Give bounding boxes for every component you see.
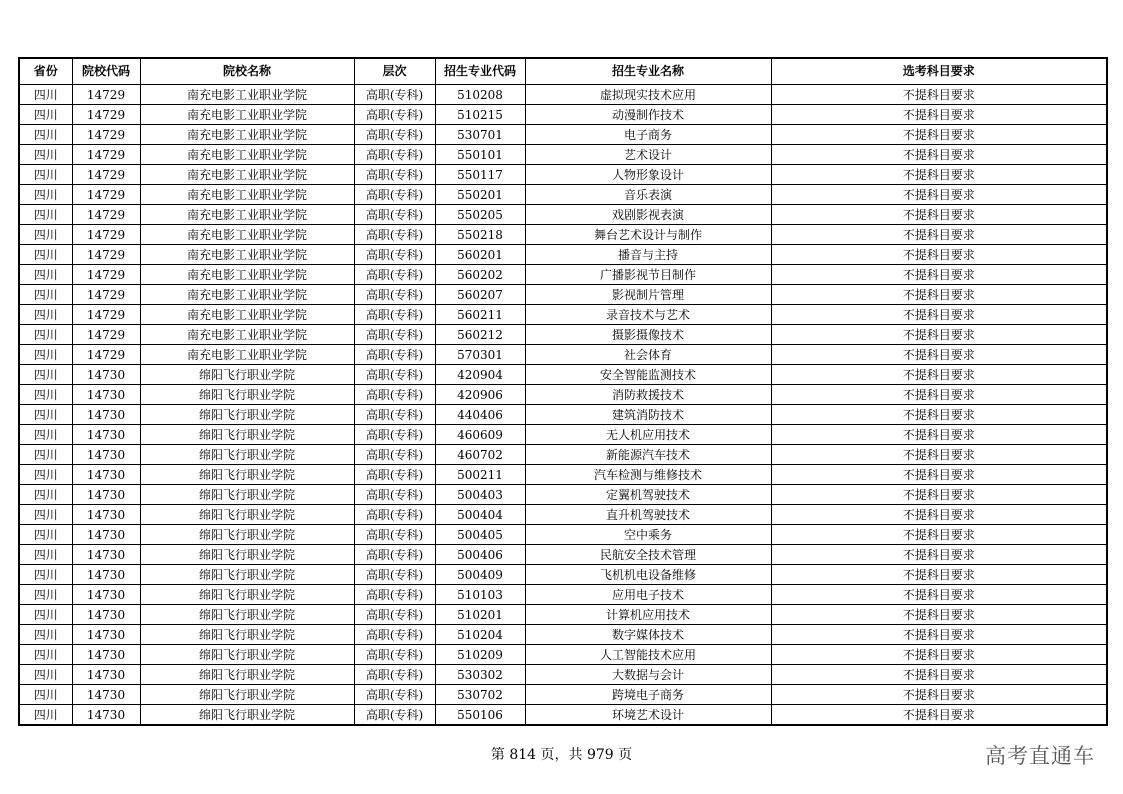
cell-major-code: 560207: [435, 285, 525, 305]
cell-province: 四川: [19, 345, 72, 365]
cell-level: 高职(专科): [354, 125, 435, 145]
cell-major-name: 舞台艺术设计与制作: [525, 225, 771, 245]
table-row: [19, 425, 1107, 445]
cell-school-code: 14729: [72, 345, 140, 365]
cell-province: 四川: [19, 385, 72, 405]
table-row: [19, 165, 1107, 185]
cell-province: 四川: [19, 165, 72, 185]
table-row: [19, 85, 1107, 105]
cell-major-code: 530701: [435, 125, 525, 145]
cell-major-name: 环境艺术设计: [525, 705, 771, 726]
cell-major-name: 播音与主持: [525, 245, 771, 265]
admission-table: [18, 57, 1108, 726]
cell-province: 四川: [19, 485, 72, 505]
cell-school-code: 14730: [72, 425, 140, 445]
cell-school-name: 南充电影工业职业学院: [140, 165, 354, 185]
cell-major-name: 数字媒体技术: [525, 625, 771, 645]
cell-major-name: 汽车检测与维修技术: [525, 465, 771, 485]
cell-school-code: 14729: [72, 165, 140, 185]
cell-major-code: 510204: [435, 625, 525, 645]
cell-subject-requirement: 不提科目要求: [771, 645, 1107, 665]
cell-school-code: 14730: [72, 645, 140, 665]
cell-level: 高职(专科): [354, 485, 435, 505]
cell-school-name: 南充电影工业职业学院: [140, 325, 354, 345]
table-row: [19, 625, 1107, 645]
cell-subject-requirement: 不提科目要求: [771, 225, 1107, 245]
cell-school-name: 绵阳飞行职业学院: [140, 705, 354, 726]
cell-province: 四川: [19, 545, 72, 565]
cell-major-name: 安全智能监测技术: [525, 365, 771, 385]
cell-major-name: 戏剧影视表演: [525, 205, 771, 225]
cell-province: 四川: [19, 465, 72, 485]
cell-school-name: 南充电影工业职业学院: [140, 185, 354, 205]
cell-school-code: 14729: [72, 205, 140, 225]
table-row: [19, 645, 1107, 665]
cell-school-name: 南充电影工业职业学院: [140, 145, 354, 165]
table-row: [19, 365, 1107, 385]
cell-level: 高职(专科): [354, 505, 435, 525]
cell-major-name: 大数据与会计: [525, 665, 771, 685]
cell-school-name: 绵阳飞行职业学院: [140, 645, 354, 665]
table-row: [19, 325, 1107, 345]
cell-major-code: 510215: [435, 105, 525, 125]
cell-province: 四川: [19, 85, 72, 105]
cell-school-code: 14730: [72, 585, 140, 605]
cell-major-code: 500406: [435, 545, 525, 565]
cell-school-name: 南充电影工业职业学院: [140, 225, 354, 245]
cell-school-code: 14730: [72, 525, 140, 545]
table-row: [19, 105, 1107, 125]
cell-school-name: 绵阳飞行职业学院: [140, 465, 354, 485]
cell-major-code: 550117: [435, 165, 525, 185]
cell-major-name: 飞机机电设备维修: [525, 565, 771, 585]
cell-level: 高职(专科): [354, 85, 435, 105]
cell-school-name: 绵阳飞行职业学院: [140, 505, 354, 525]
cell-school-code: 14730: [72, 385, 140, 405]
cell-province: 四川: [19, 645, 72, 665]
header-province: 省份: [19, 58, 72, 85]
cell-major-code: 500405: [435, 525, 525, 545]
cell-school-code: 14730: [72, 545, 140, 565]
cell-level: 高职(专科): [354, 325, 435, 345]
cell-major-code: 500403: [435, 485, 525, 505]
cell-level: 高职(专科): [354, 385, 435, 405]
cell-major-name: 人物形象设计: [525, 165, 771, 185]
cell-major-name: 新能源汽车技术: [525, 445, 771, 465]
cell-major-code: 510209: [435, 645, 525, 665]
cell-major-name: 动漫制作技术: [525, 105, 771, 125]
cell-school-name: 绵阳飞行职业学院: [140, 425, 354, 445]
table-row: [19, 385, 1107, 405]
cell-school-code: 14730: [72, 465, 140, 485]
cell-province: 四川: [19, 145, 72, 165]
cell-school-name: 南充电影工业职业学院: [140, 105, 354, 125]
cell-subject-requirement: 不提科目要求: [771, 505, 1107, 525]
cell-school-code: 14729: [72, 305, 140, 325]
cell-school-name: 绵阳飞行职业学院: [140, 625, 354, 645]
table-row: [19, 245, 1107, 265]
cell-level: 高职(专科): [354, 265, 435, 285]
table-row: [19, 565, 1107, 585]
cell-major-code: 420904: [435, 365, 525, 385]
cell-province: 四川: [19, 665, 72, 685]
cell-school-code: 14730: [72, 625, 140, 645]
cell-level: 高职(专科): [354, 165, 435, 185]
cell-school-name: 绵阳飞行职业学院: [140, 365, 354, 385]
header-school-code: 院校代码: [72, 58, 140, 85]
cell-subject-requirement: 不提科目要求: [771, 365, 1107, 385]
cell-major-code: 510201: [435, 605, 525, 625]
cell-level: 高职(专科): [354, 205, 435, 225]
cell-school-name: 绵阳飞行职业学院: [140, 485, 354, 505]
cell-subject-requirement: 不提科目要求: [771, 585, 1107, 605]
cell-subject-requirement: 不提科目要求: [771, 185, 1107, 205]
table-row: [19, 505, 1107, 525]
cell-level: 高职(专科): [354, 405, 435, 425]
cell-level: 高职(专科): [354, 345, 435, 365]
cell-major-code: 530302: [435, 665, 525, 685]
cell-province: 四川: [19, 285, 72, 305]
cell-subject-requirement: 不提科目要求: [771, 545, 1107, 565]
cell-subject-requirement: 不提科目要求: [771, 685, 1107, 705]
cell-major-name: 影视制片管理: [525, 285, 771, 305]
cell-school-code: 14730: [72, 705, 140, 726]
cell-major-name: 应用电子技术: [525, 585, 771, 605]
cell-major-code: 550106: [435, 705, 525, 726]
cell-level: 高职(专科): [354, 585, 435, 605]
cell-level: 高职(专科): [354, 305, 435, 325]
cell-province: 四川: [19, 425, 72, 445]
cell-school-code: 14729: [72, 125, 140, 145]
cell-subject-requirement: 不提科目要求: [771, 705, 1107, 726]
cell-level: 高职(专科): [354, 285, 435, 305]
cell-level: 高职(专科): [354, 445, 435, 465]
cell-school-name: 南充电影工业职业学院: [140, 245, 354, 265]
cell-subject-requirement: 不提科目要求: [771, 145, 1107, 165]
cell-subject-requirement: 不提科目要求: [771, 485, 1107, 505]
cell-school-code: 14730: [72, 685, 140, 705]
cell-subject-requirement: 不提科目要求: [771, 445, 1107, 465]
cell-school-name: 绵阳飞行职业学院: [140, 585, 354, 605]
cell-school-name: 绵阳飞行职业学院: [140, 525, 354, 545]
cell-level: 高职(专科): [354, 425, 435, 445]
cell-major-name: 音乐表演: [525, 185, 771, 205]
cell-major-code: 460702: [435, 445, 525, 465]
cell-province: 四川: [19, 185, 72, 205]
cell-subject-requirement: 不提科目要求: [771, 165, 1107, 185]
cell-level: 高职(专科): [354, 565, 435, 585]
cell-school-code: 14729: [72, 185, 140, 205]
cell-major-name: 直升机驾驶技术: [525, 505, 771, 525]
table-row: [19, 345, 1107, 365]
cell-major-name: 人工智能技术应用: [525, 645, 771, 665]
cell-major-code: 550101: [435, 145, 525, 165]
cell-province: 四川: [19, 705, 72, 726]
cell-major-code: 420906: [435, 385, 525, 405]
cell-province: 四川: [19, 305, 72, 325]
cell-school-code: 14730: [72, 565, 140, 585]
cell-province: 四川: [19, 205, 72, 225]
cell-major-code: 440406: [435, 405, 525, 425]
cell-level: 高职(专科): [354, 645, 435, 665]
header-subject-requirement: 选考科目要求: [771, 58, 1107, 85]
cell-school-code: 14730: [72, 405, 140, 425]
cell-level: 高职(专科): [354, 465, 435, 485]
cell-major-name: 摄影摄像技术: [525, 325, 771, 345]
cell-major-name: 电子商务: [525, 125, 771, 145]
cell-subject-requirement: 不提科目要求: [771, 105, 1107, 125]
cell-province: 四川: [19, 325, 72, 345]
table-row: [19, 225, 1107, 245]
cell-major-name: 广播影视节目制作: [525, 265, 771, 285]
cell-level: 高职(专科): [354, 225, 435, 245]
cell-major-code: 510208: [435, 85, 525, 105]
cell-school-code: 14730: [72, 485, 140, 505]
cell-major-name: 艺术设计: [525, 145, 771, 165]
cell-province: 四川: [19, 445, 72, 465]
cell-major-code: 570301: [435, 345, 525, 365]
cell-school-name: 绵阳飞行职业学院: [140, 685, 354, 705]
cell-school-name: 南充电影工业职业学院: [140, 285, 354, 305]
table-row: [19, 705, 1107, 726]
cell-school-name: 南充电影工业职业学院: [140, 205, 354, 225]
header-major-name: 招生专业名称: [525, 58, 771, 85]
cell-major-code: 560201: [435, 245, 525, 265]
cell-subject-requirement: 不提科目要求: [771, 605, 1107, 625]
table-row: [19, 585, 1107, 605]
cell-province: 四川: [19, 565, 72, 585]
page-number: 第 814 页，共 979 页: [490, 747, 633, 763]
cell-province: 四川: [19, 125, 72, 145]
cell-level: 高职(专科): [354, 685, 435, 705]
cell-level: 高职(专科): [354, 185, 435, 205]
cell-school-name: 绵阳飞行职业学院: [140, 545, 354, 565]
cell-subject-requirement: 不提科目要求: [771, 625, 1107, 645]
cell-school-code: 14730: [72, 605, 140, 625]
table-row: [19, 145, 1107, 165]
cell-major-code: 500211: [435, 465, 525, 485]
table-row: [19, 305, 1107, 325]
cell-major-name: 消防救援技术: [525, 385, 771, 405]
cell-subject-requirement: 不提科目要求: [771, 285, 1107, 305]
cell-province: 四川: [19, 405, 72, 425]
table-row: [19, 125, 1107, 145]
cell-school-code: 14730: [72, 445, 140, 465]
cell-major-code: 460609: [435, 425, 525, 445]
cell-subject-requirement: 不提科目要求: [771, 385, 1107, 405]
cell-subject-requirement: 不提科目要求: [771, 525, 1107, 545]
table-header-row: [19, 58, 1107, 85]
cell-level: 高职(专科): [354, 605, 435, 625]
cell-major-code: 560212: [435, 325, 525, 345]
cell-school-name: 南充电影工业职业学院: [140, 345, 354, 365]
table-row: [19, 485, 1107, 505]
cell-subject-requirement: 不提科目要求: [771, 85, 1107, 105]
cell-major-name: 虚拟现实技术应用: [525, 85, 771, 105]
table-row: [19, 205, 1107, 225]
cell-level: 高职(专科): [354, 525, 435, 545]
cell-school-code: 14729: [72, 105, 140, 125]
cell-subject-requirement: 不提科目要求: [771, 565, 1107, 585]
cell-level: 高职(专科): [354, 705, 435, 726]
cell-major-code: 550218: [435, 225, 525, 245]
cell-school-code: 14729: [72, 265, 140, 285]
cell-province: 四川: [19, 625, 72, 645]
cell-subject-requirement: 不提科目要求: [771, 405, 1107, 425]
table-row: [19, 445, 1107, 465]
cell-province: 四川: [19, 585, 72, 605]
table-row: [19, 665, 1107, 685]
cell-subject-requirement: 不提科目要求: [771, 345, 1107, 365]
cell-major-name: 社会体育: [525, 345, 771, 365]
cell-subject-requirement: 不提科目要求: [771, 325, 1107, 345]
table-row: [19, 545, 1107, 565]
cell-subject-requirement: 不提科目要求: [771, 425, 1107, 445]
cell-school-code: 14729: [72, 85, 140, 105]
cell-school-code: 14729: [72, 245, 140, 265]
table-body: [19, 85, 1107, 726]
header-level: 层次: [354, 58, 435, 85]
cell-major-code: 550201: [435, 185, 525, 205]
cell-major-name: 民航安全技术管理: [525, 545, 771, 565]
table-row: [19, 525, 1107, 545]
cell-major-name: 跨境电子商务: [525, 685, 771, 705]
table-row: [19, 605, 1107, 625]
cell-major-name: 录音技术与艺术: [525, 305, 771, 325]
cell-major-code: 560202: [435, 265, 525, 285]
cell-subject-requirement: 不提科目要求: [771, 665, 1107, 685]
cell-school-code: 14730: [72, 505, 140, 525]
cell-major-name: 无人机应用技术: [525, 425, 771, 445]
cell-school-name: 绵阳飞行职业学院: [140, 385, 354, 405]
cell-province: 四川: [19, 265, 72, 285]
cell-level: 高职(专科): [354, 145, 435, 165]
cell-school-name: 绵阳飞行职业学院: [140, 605, 354, 625]
cell-school-name: 绵阳飞行职业学院: [140, 565, 354, 585]
cell-school-name: 绵阳飞行职业学院: [140, 665, 354, 685]
cell-subject-requirement: 不提科目要求: [771, 465, 1107, 485]
cell-school-name: 南充电影工业职业学院: [140, 125, 354, 145]
cell-school-name: 南充电影工业职业学院: [140, 85, 354, 105]
cell-school-name: 南充电影工业职业学院: [140, 265, 354, 285]
cell-province: 四川: [19, 685, 72, 705]
table-row: [19, 285, 1107, 305]
table-row: [19, 265, 1107, 285]
cell-school-code: 14729: [72, 285, 140, 305]
cell-province: 四川: [19, 225, 72, 245]
cell-school-code: 14729: [72, 325, 140, 345]
cell-province: 四川: [19, 365, 72, 385]
cell-school-code: 14730: [72, 665, 140, 685]
cell-school-name: 绵阳飞行职业学院: [140, 445, 354, 465]
cell-major-name: 建筑消防技术: [525, 405, 771, 425]
cell-major-code: 550205: [435, 205, 525, 225]
cell-major-name: 定翼机驾驶技术: [525, 485, 771, 505]
cell-major-code: 510103: [435, 585, 525, 605]
cell-level: 高职(专科): [354, 365, 435, 385]
cell-subject-requirement: 不提科目要求: [771, 125, 1107, 145]
table-row: [19, 685, 1107, 705]
header-major-code: 招生专业代码: [435, 58, 525, 85]
cell-subject-requirement: 不提科目要求: [771, 265, 1107, 285]
cell-province: 四川: [19, 245, 72, 265]
cell-major-name: 计算机应用技术: [525, 605, 771, 625]
cell-school-name: 南充电影工业职业学院: [140, 305, 354, 325]
cell-school-code: 14730: [72, 365, 140, 385]
cell-level: 高职(专科): [354, 665, 435, 685]
cell-level: 高职(专科): [354, 245, 435, 265]
cell-level: 高职(专科): [354, 625, 435, 645]
watermark-logo: 高考直通车: [985, 744, 1095, 768]
cell-level: 高职(专科): [354, 545, 435, 565]
cell-subject-requirement: 不提科目要求: [771, 245, 1107, 265]
cell-school-code: 14729: [72, 145, 140, 165]
cell-province: 四川: [19, 105, 72, 125]
cell-subject-requirement: 不提科目要求: [771, 205, 1107, 225]
table-row: [19, 405, 1107, 425]
cell-major-code: 500404: [435, 505, 525, 525]
table-row: [19, 185, 1107, 205]
cell-province: 四川: [19, 505, 72, 525]
cell-major-code: 500409: [435, 565, 525, 585]
cell-province: 四川: [19, 605, 72, 625]
cell-school-code: 14729: [72, 225, 140, 245]
header-school-name: 院校名称: [140, 58, 354, 85]
cell-school-name: 绵阳飞行职业学院: [140, 405, 354, 425]
table-row: [19, 465, 1107, 485]
cell-major-name: 空中乘务: [525, 525, 771, 545]
cell-major-code: 530702: [435, 685, 525, 705]
cell-province: 四川: [19, 525, 72, 545]
cell-level: 高职(专科): [354, 105, 435, 125]
cell-major-code: 560211: [435, 305, 525, 325]
cell-subject-requirement: 不提科目要求: [771, 305, 1107, 325]
